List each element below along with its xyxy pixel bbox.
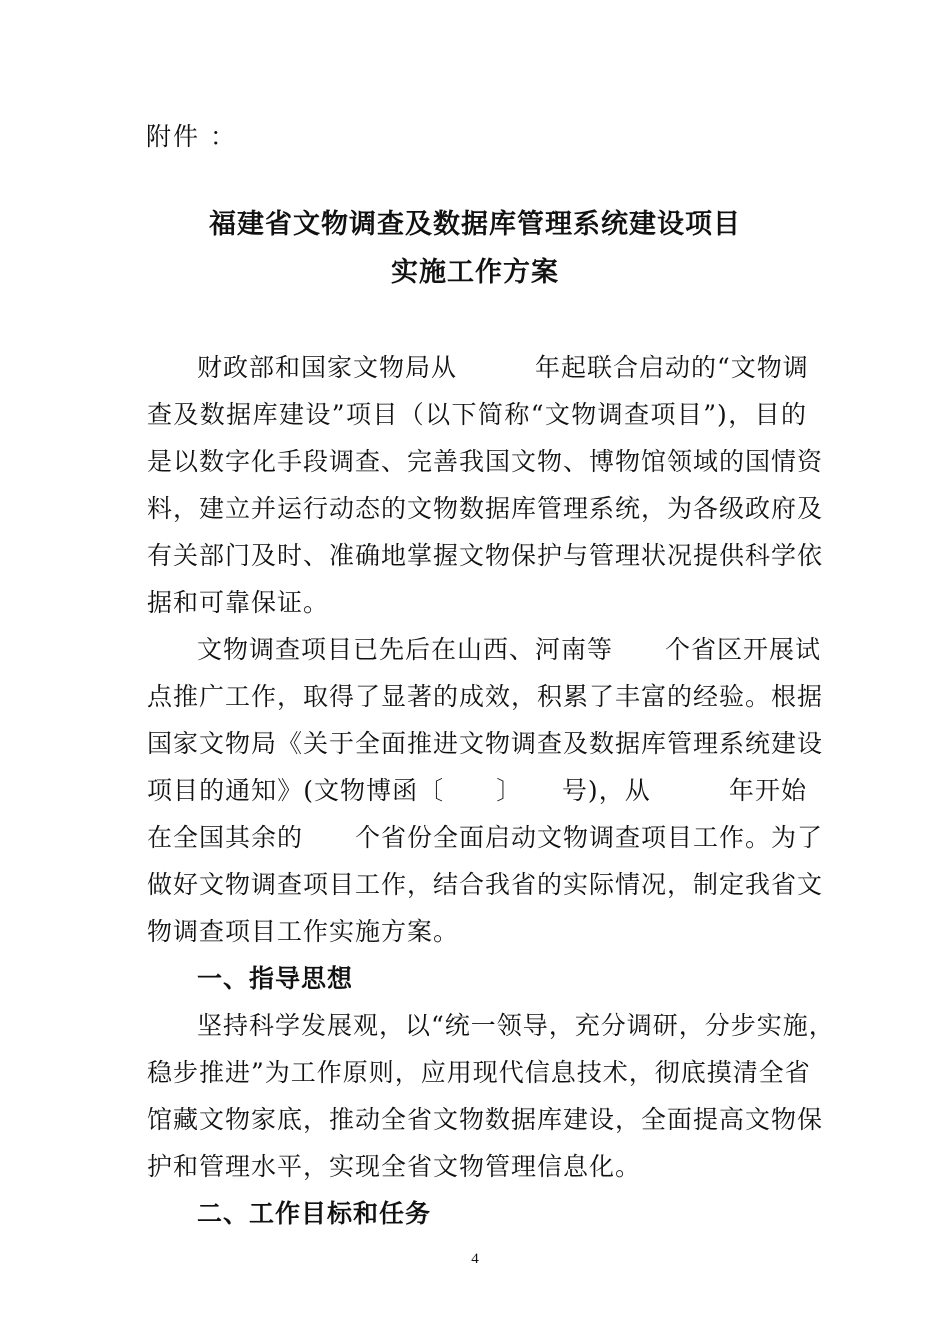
section-heading-goals-and-tasks: 二、工作目标和任务	[197, 1199, 432, 1228]
page-number: 4	[471, 1251, 479, 1267]
attachment-label: 附件 ：	[146, 122, 237, 151]
paragraph-2-line-6: 做好文物调查项目工作，结合我省的实际情况，制定我省文	[147, 870, 824, 899]
paragraph-1-line-1: 财政部和国家文物局从 年起联合启动的“文物调	[197, 353, 809, 382]
paragraph-3-line-1: 坚持科学发展观，以“统一领导，充分调研，分步实施，	[197, 1011, 835, 1040]
paragraph-3-line-3: 馆藏文物家底，推动全省文物数据库建设，全面提高文物保	[147, 1105, 824, 1134]
section-heading-guiding-ideology: 一、指导思想	[197, 964, 354, 993]
paragraph-2-line-4: 项目的通知》(文物博函〔 〕 号)，从 年开始	[147, 776, 807, 805]
paragraph-3-line-4: 护和管理水平，实现全省文物管理信息化。	[147, 1152, 642, 1181]
paragraph-1-line-3: 是以数字化手段调查、完善我国文物、博物馆领域的国情资	[147, 447, 824, 476]
paragraph-1-line-2: 查及数据库建设”项目（以下简称“文物调查项目”)，目的	[147, 400, 807, 429]
paragraph-2-line-3: 国家文物局《关于全面推进文物调查及数据库管理系统建设	[147, 729, 824, 758]
paragraph-3-line-2: 稳步推进”为工作原则，应用现代信息技术，彻底摸清全省	[147, 1058, 811, 1087]
paragraph-1-line-5: 有关部门及时、准确地掌握文物保护与管理状况提供科学依	[147, 541, 824, 570]
document-title-line-2: 实施工作方案	[391, 257, 559, 288]
paragraph-2-line-2: 点推广工作，取得了显著的成效，积累了丰富的经验。根据	[147, 682, 824, 711]
paragraph-1-line-6: 据和可靠保证。	[147, 588, 330, 617]
paragraph-1-line-4: 料，建立并运行动态的文物数据库管理系统，为各级政府及	[147, 494, 824, 523]
paragraph-2-line-7: 物调查项目工作实施方案。	[147, 917, 460, 946]
paragraph-2-line-5: 在全国其余的 个省份全面启动文物调查项目工作。为了	[147, 823, 824, 852]
document-title-line-1: 福建省文物调查及数据库管理系统建设项目	[209, 209, 741, 240]
paragraph-2-line-1: 文物调查项目已先后在山西、河南等 个省区开展试	[197, 635, 822, 664]
